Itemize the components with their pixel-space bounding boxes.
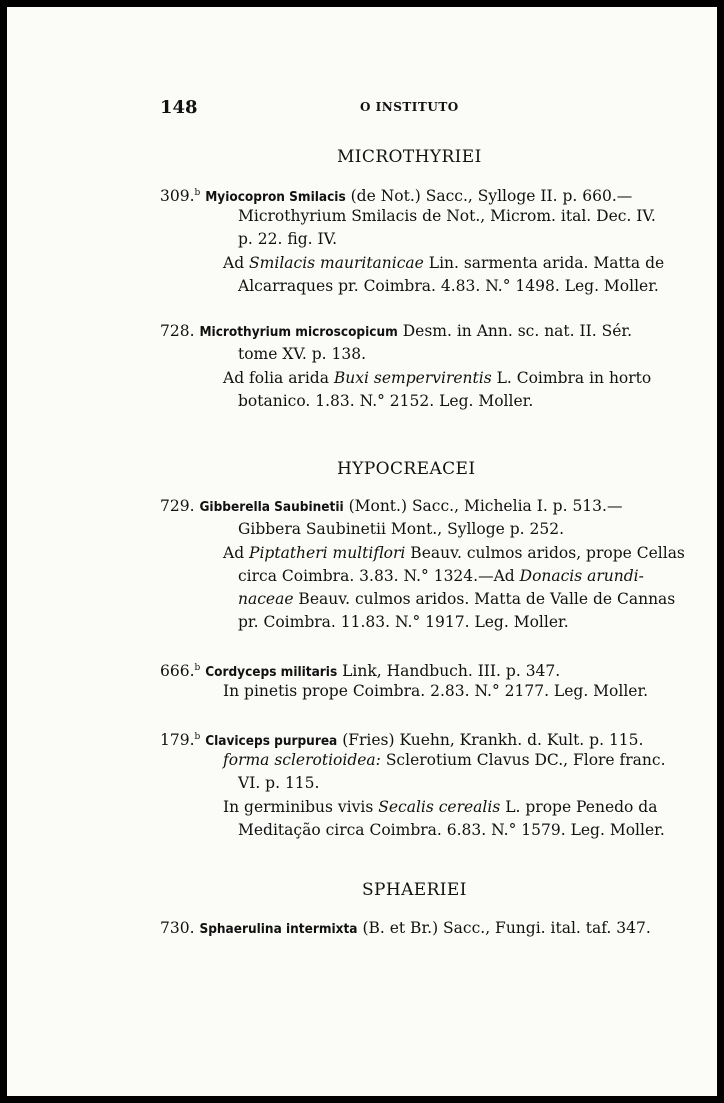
entry-number: 730. — [160, 919, 195, 937]
entry-number: 729. — [160, 497, 195, 515]
page-number: 148 — [160, 97, 198, 118]
species-name: Cordyceps militaris — [205, 664, 338, 680]
collection-data: botanico. 1.83. N.° 2152. Leg. Moller. — [238, 392, 534, 410]
host-name: Piptatheri multiflori — [249, 544, 406, 562]
habitat-text: Ad folia arida — [223, 369, 334, 387]
collection-data: pr. Coimbra. 11.83. N.° 1917. Leg. Moller. — [238, 613, 569, 631]
entry-number: 728. — [160, 322, 195, 340]
entry-number: 309. — [160, 187, 195, 205]
forma-name: forma sclerotioidea: — [223, 751, 381, 769]
habitat-text: Ad — [223, 544, 250, 562]
habitat-text: L. Coimbra in horto — [491, 369, 652, 387]
running-title: O INSTITUTO — [360, 100, 459, 114]
citation-line: (Fries) Kuehn, Krankh. d. Kult. p. 115. — [342, 731, 644, 749]
species-name: Microthyrium microscopicum — [199, 324, 398, 340]
habitat-text: In germinibus vivis — [223, 798, 379, 816]
collection-data: In pinetis prope Coimbra. 2.83. N.° 2177. Leg. Moller. — [223, 682, 649, 700]
citation-line: (B. et Br.) Sacc., Fungi. ital. taf. 347. — [362, 919, 651, 937]
citation-line: p. 22. fig. IV. — [238, 230, 338, 248]
entry-sup: b — [194, 663, 201, 673]
host-name: naceae — [238, 590, 294, 608]
citation-line: Sclerotium Clavus DC., Flore franc. — [380, 751, 666, 769]
host-name: Smilacis mauritanicae — [249, 254, 424, 272]
section-title-hypocreacei: HYPOCREACEI — [337, 459, 476, 479]
citation-line: tome XV. p. 138. — [238, 345, 367, 363]
host-name: Donacis arundi- — [519, 567, 644, 585]
citation-line: VI. p. 115. — [238, 774, 320, 792]
habitat-text: Beauv. culmos aridos, prope Cellas — [405, 544, 685, 562]
citation-line: Desm. in Ann. sc. nat. II. Sér. — [402, 322, 633, 340]
entry-sup: b — [194, 188, 201, 198]
citation-line: Gibbera Saubinetii Mont., Sylloge p. 252. — [238, 520, 565, 538]
section-title-sphaeriei: SPHAERIEI — [362, 880, 467, 900]
collection-data: Meditação circa Coimbra. 6.83. N.° 1579. Leg. Moller. — [238, 821, 665, 839]
habitat-text: circa Coimbra. 3.83. N.° 1324.—Ad — [238, 567, 520, 585]
section-title-microthyriei: MICROTHYRIEI — [337, 147, 482, 167]
species-name: Myiocopron Smilacis — [205, 189, 346, 205]
book-page — [7, 7, 717, 1096]
habitat-text: Beauv. culmos aridos. Matta de Valle de Cannas — [293, 590, 676, 608]
host-name: Buxi sempervirentis — [333, 369, 492, 387]
species-name: Gibberella Saubinetii — [199, 499, 344, 515]
habitat-text: Lin. sarmenta arida. Matta de — [423, 254, 665, 272]
habitat-text: L. prope Penedo da — [500, 798, 658, 816]
entry-number: 666. — [160, 662, 195, 680]
entry-number: 179. — [160, 731, 195, 749]
entry-sup: b — [194, 732, 201, 742]
citation-line: (Mont.) Sacc., Michelia I. p. 513.— — [348, 497, 623, 515]
host-name: Secalis cerealis — [378, 798, 501, 816]
citation-line: (de Not.) Sacc., Sylloge II. p. 660.— — [350, 187, 633, 205]
collection-data: Alcarraques pr. Coimbra. 4.83. N.° 1498. Leg. Moller. — [238, 277, 659, 295]
species-name: Sphaerulina intermixta — [199, 921, 358, 937]
species-name: Claviceps purpurea — [205, 733, 338, 749]
citation-line: Link, Handbuch. III. p. 347. — [342, 662, 561, 680]
habitat-text: Ad — [223, 254, 250, 272]
citation-line: Microthyrium Smilacis de Not., Microm. ital. Dec. IV. — [238, 207, 656, 225]
